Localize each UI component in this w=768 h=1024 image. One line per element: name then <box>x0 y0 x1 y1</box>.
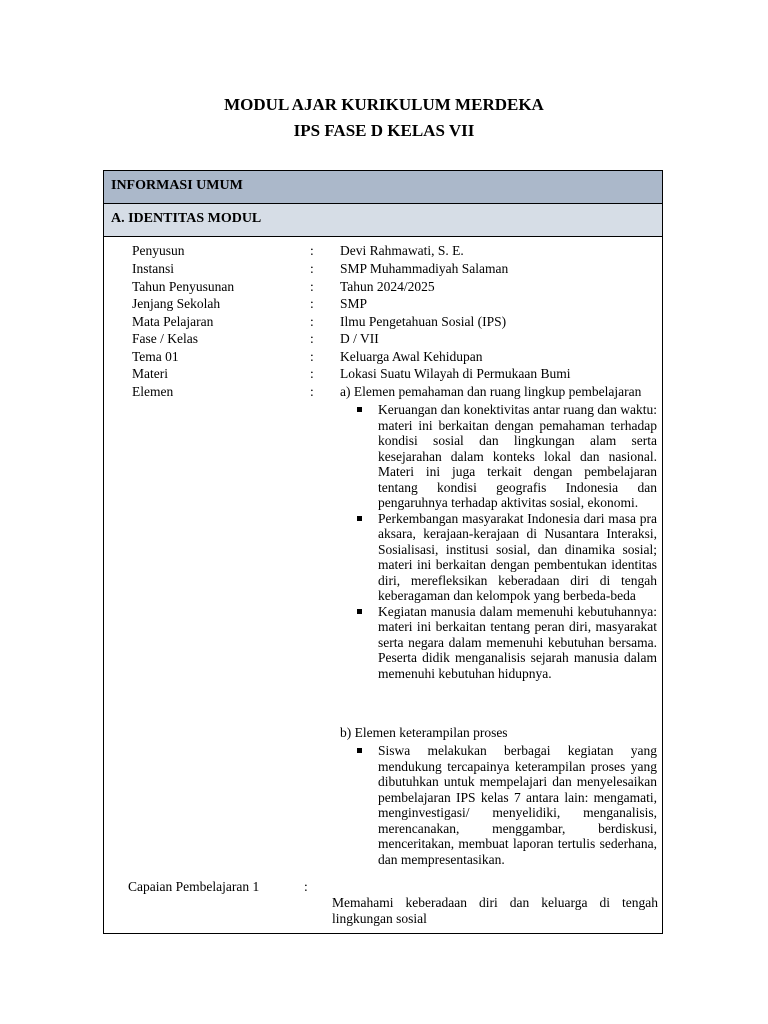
list-item: Perkembangan masyarakat Indonesia dari masa pra aksara, kerajaan-kerajaan di Nusantara Interaksi, Sosialisasi, institusi sosial, dan dinamika sosial; materi ini berkaitan dengan pembentukan identitas diri, merefleksikan keberadaan diri di tengah keberagaman dan kelompok yang berbeda-beda <box>354 511 657 604</box>
field-value: Lokasi Suatu Wilayah di Permukaan Bumi <box>340 366 571 381</box>
field-label: Jenjang Sekolah <box>132 296 221 311</box>
colon: : <box>310 331 314 346</box>
field-label: Fase / Kelas <box>132 331 198 346</box>
capaian-label: Capaian Pembelajaran 1 <box>128 879 260 894</box>
field-value: SMP Muhammadiyah Salaman <box>340 261 509 276</box>
field-row-tahun <box>104 278 662 296</box>
list-item: Keruangan dan konektivitas antar ruang dan waktu: materi ini berkaitan dengan pemahaman terhadap kondisi sosial dan lingkungan alam serta kesejarahan dalam konteks lokal dan nasional. Materi ini juga terkait dengan pembelajaran tentang kondisi geografis Indonesia dan pengaruhnya terhadap aktivitas sosial, ekonomi. <box>354 402 657 511</box>
field-value: SMP <box>340 296 368 311</box>
field-value: Keluarga Awal Kehidupan <box>340 349 483 364</box>
colon: : <box>310 384 314 399</box>
field-row-mapel <box>104 313 662 331</box>
field-label: Tahun Penyusunan <box>132 279 235 294</box>
field-value: a) Elemen pemahaman dan ruang lingkup pembelajaran <box>340 384 642 399</box>
subsection-header: A. IDENTITAS MODUL <box>104 204 662 237</box>
field-label: Elemen <box>132 384 174 399</box>
field-row-jenjang <box>104 295 662 313</box>
info-table <box>103 170 663 934</box>
colon: : <box>310 279 314 294</box>
elemen-a-bullet-list <box>354 402 657 681</box>
list-item: Siswa melakukan berbagai kegiatan yang mendukung tercapainya keterampilan proses yang dibutuhkan untuk mempelajari dan menyelesaikan pembelajaran IPS kelas 7 antara lain: mengamati, menginvestigasi/ menyelidiki, menganalisis, merencanakan, menggambar, berdiskusi, menceritakan, membuat laporan tertulis sederhana, dan mempresentasikan. <box>354 743 657 867</box>
colon: : <box>310 314 314 329</box>
colon: : <box>310 243 314 258</box>
field-label: Penyusun <box>132 243 185 258</box>
capaian-value: Memahami keberadaan diri dan keluarga di tengah lingkungan sosial <box>332 895 658 926</box>
list-item: Kegiatan manusia dalam memenuhi kebutuhannya: materi ini berkaitan tentang peran diri, masyarakat serta negara dalam memenuhi kebutuhan bersama. Peserta didik menganalisis sejarah manusia dalam memenuhi kebutuhan hidupnya. <box>354 604 657 682</box>
colon: : <box>310 296 314 311</box>
field-label: Instansi <box>132 261 174 276</box>
field-row-elemen <box>104 383 662 401</box>
colon: : <box>310 366 314 381</box>
field-label: Mata Pelajaran <box>132 314 214 329</box>
colon: : <box>310 349 314 364</box>
field-row-materi <box>104 365 662 383</box>
field-value: D / VII <box>340 331 379 346</box>
field-row-instansi <box>104 260 662 278</box>
field-row-penyusun <box>104 242 662 260</box>
elemen-b-title: b) Elemen keterampilan proses <box>340 725 508 740</box>
document-subtitle: IPS FASE D KELAS VII <box>293 121 475 140</box>
field-label: Tema 01 <box>132 349 179 364</box>
field-value: Ilmu Pengetahuan Sosial (IPS) <box>340 314 507 329</box>
document-title: MODUL AJAR KURIKULUM MERDEKA <box>224 95 544 114</box>
colon: : <box>304 879 308 894</box>
elemen-b-bullet-list <box>354 743 657 867</box>
field-row-tema <box>104 348 662 366</box>
section-header: INFORMASI UMUM <box>104 171 662 204</box>
colon: : <box>310 261 314 276</box>
field-label: Materi <box>132 366 168 381</box>
field-value: Tahun 2024/2025 <box>340 279 435 294</box>
field-value: Devi Rahmawati, S. E. <box>340 243 464 258</box>
field-row-fase <box>104 330 662 348</box>
